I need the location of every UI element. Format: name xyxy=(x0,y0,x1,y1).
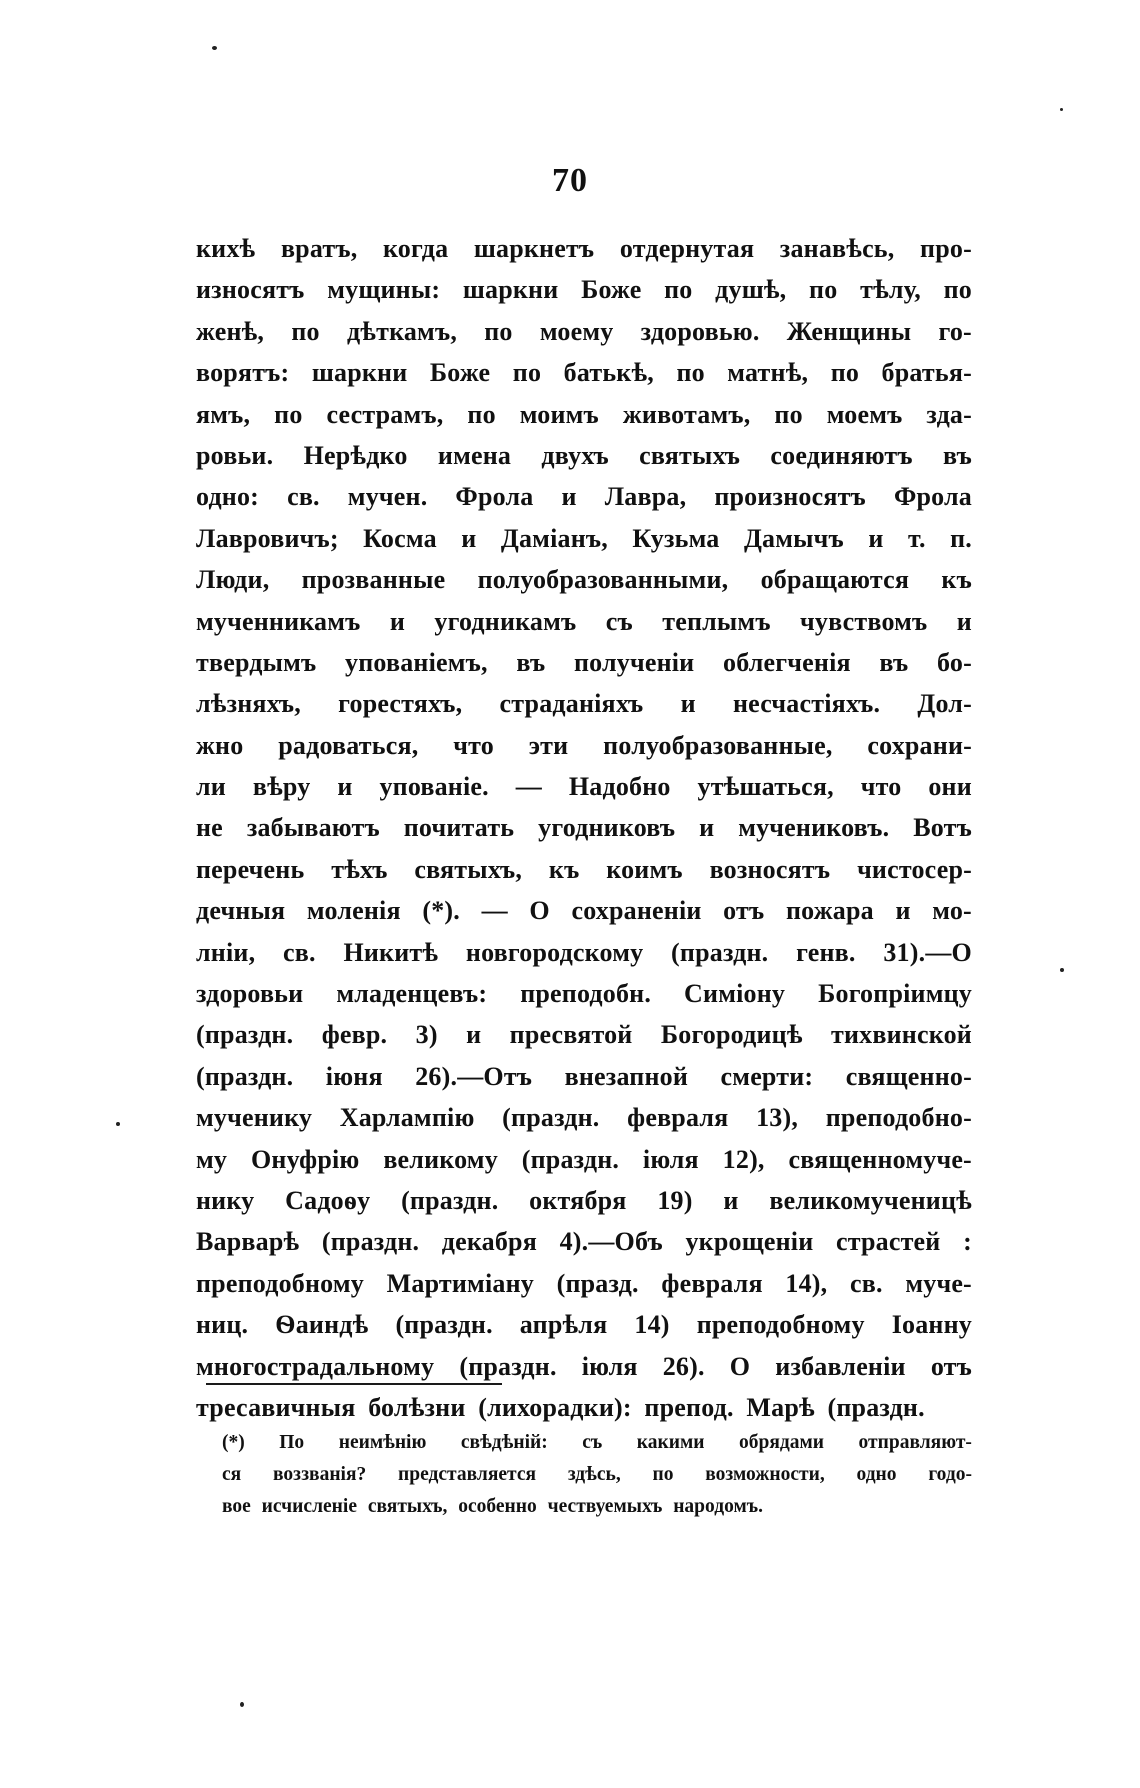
footnote-divider xyxy=(206,1383,502,1385)
body-line: мученику Харлампію (праздн. февраля 13), преподобно- xyxy=(196,1103,972,1133)
body-line: не забываютъ почитать угодниковъ и мучениковъ. Вотъ xyxy=(196,813,972,843)
scan-speck xyxy=(1060,108,1063,111)
footnote-line: вое исчисленіе святыхъ, особенно чествуемыхъ народомъ. xyxy=(222,1496,763,1517)
body-line: твердымъ упованіемъ, въ полученіи облегченія въ бо- xyxy=(196,647,972,677)
footnote-line: (*) По неимѣнію свѣдѣній: съ какими обрядами отправляют- xyxy=(222,1432,972,1453)
body-line: дечныя моленія (*). — О сохраненіи отъ пожара и мо- xyxy=(196,896,972,926)
body-line: (праздн. іюня 26).—Отъ внезапной смерти: священно- xyxy=(196,1061,972,1091)
body-line: здоровьи младенцевъ: преподобн. Симіону Богопріимцу xyxy=(196,979,972,1009)
body-line: ворятъ: шаркни Боже по батькѣ, по матнѣ, по братья- xyxy=(196,358,972,388)
body-line: му Онуфрію великому (праздн. іюля 12), священномуче- xyxy=(196,1144,972,1174)
body-line: лніи, св. Никитѣ новгородскому (праздн. генв. 31).—О xyxy=(196,937,972,967)
body-line: Лавровичъ; Косма и Даміанъ, Кузьма Дамычъ и т. п. xyxy=(196,523,972,553)
body-line: ямъ, по сестрамъ, по моимъ животамъ, по моемъ зда- xyxy=(196,399,972,429)
body-line: износятъ мущины: шаркни Боже по душѣ, по тѣлу, по xyxy=(196,275,972,305)
footnote-line: ся воззванія? представляется здѣсь, по возможности, одно годо- xyxy=(222,1464,972,1485)
body-line: (праздн. февр. 3) и пресвятой Богородицѣ тихвинской xyxy=(196,1020,972,1050)
body-line: Люди, прозванные полуобразованными, обращаются къ xyxy=(196,565,972,595)
body-line: тресавичныя болѣзни (лихорадки): препод. Марѣ (праздн. xyxy=(196,1392,925,1422)
page-number: 70 xyxy=(552,162,588,199)
scan-speck xyxy=(116,1122,120,1126)
body-line: ровьи. Нерѣдко имена двухъ святыхъ соединяютъ въ xyxy=(196,440,972,470)
body-line: Варварѣ (праздн. декабря 4).—Объ укрощеніи страстей : xyxy=(196,1227,972,1257)
body-line: многострадальному (праздн. іюля 26). О избавленіи отъ xyxy=(196,1351,972,1381)
body-line: перечень тѣхъ святыхъ, къ коимъ возносятъ чистосер- xyxy=(196,854,972,884)
scan-speck xyxy=(1060,968,1064,972)
scan-speck xyxy=(212,46,217,50)
scan-speck xyxy=(240,1702,244,1707)
body-line: одно: св. мучен. Фрола и Лавра, произносятъ Фрола xyxy=(196,482,972,512)
body-line: мученникамъ и угодникамъ съ теплымъ чувствомъ и xyxy=(196,606,972,636)
body-line: нику Садоѳу (праздн. октября 19) и великомученицѣ xyxy=(196,1185,972,1215)
body-line: женѣ, по дѣткамъ, по моему здоровью. Женщины го- xyxy=(196,316,972,346)
body-line: жно радоваться, что эти полуобразованные, сохрани- xyxy=(196,730,972,760)
body-line: ниц. Ѳаиндѣ (праздн. апрѣля 14) преподобному Іоанну xyxy=(196,1310,972,1340)
body-text xyxy=(196,228,972,1428)
body-line: преподобному Мартиміану (празд. февраля 14), св. муче- xyxy=(196,1268,972,1298)
body-line: лѣзняхъ, горестяхъ, страданіяхъ и несчастіяхъ. Дол- xyxy=(196,689,972,719)
body-line: кихѣ вратъ, когда шаркнетъ отдернутая занавѣсь, про- xyxy=(196,234,972,263)
footnote xyxy=(222,1427,972,1523)
body-line: ли вѣру и упованіе. — Надобно утѣшаться, что они xyxy=(196,772,972,802)
